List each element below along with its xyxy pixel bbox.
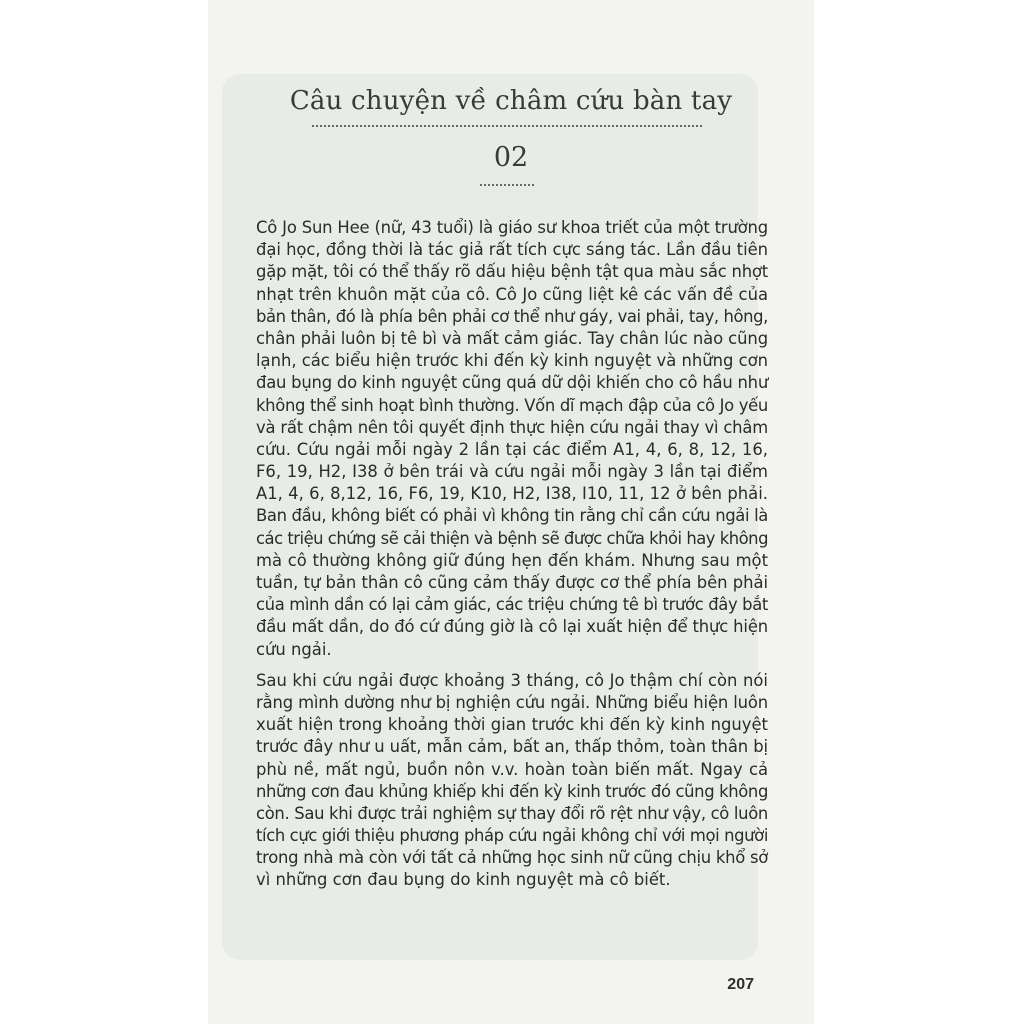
number-dotted-rule [480,184,534,186]
text-line: gặp mặt, tôi có thể thấy rõ dấu hiệu bệnh tật qua màu sắc nhợt [256,262,769,282]
text-line: đầu mất dần, do đó cứ đúng giờ là cô lại xuất hiện để thực hiện [256,617,768,637]
text-line: và rất chậm nên tôi quyết định thực hiện cứu ngải thay vì châm [256,417,768,437]
text-line: cứu ngải. [256,639,332,659]
text-line: cứu. Cứu ngải mỗi ngày 2 lần tại các điểm A1, 4, 6, 8, 12, 16, [256,439,768,459]
paragraph-gap [256,661,768,670]
text-line: bản thân, đó là phía bên phải cơ thể như gáy, vai phải, tay, hông, [256,306,768,326]
text-line: tuần, tự bản thân cô cũng cảm thấy được cơ thể phía bên phải [256,573,769,592]
chapter-title: Câu chuyện về châm cứu bàn tay [289,86,733,116]
text-line: Ban đầu, không biết có phải vì không tin rằng chỉ cần cứu ngải là [256,506,768,526]
text-line: Cô Jo Sun Hee (nữ, 43 tuổi) là giáo sư khoa triết của một trường [256,218,768,237]
text-line: nhạt trên khuôn mặt của cô. Cô Jo cũng liệt kê các vấn đề của [256,284,768,304]
story-number: 02 [493,142,529,173]
text-line: lạnh, các biểu hiện trước khi đến kỳ kinh nguyệt và những cơn [256,351,768,371]
text-line: trước đây như u uất, mẫn cảm, bất an, thấp thỏm, toàn thân bị [256,737,768,757]
text-line: những cơn đau khủng khiếp khi đến kỳ kinh trước đó cũng không [256,781,768,801]
text-line: mà cô thường không giữ đúng hẹn đến khám. Nhưng sau một [256,550,768,570]
text-line: trong nhà mà còn với tất cả những học sinh nữ cũng chịu khổ sở [256,848,768,868]
text-line: Sau khi cứu ngải được khoảng 3 tháng, cô Jo thậm chí còn nói [256,670,768,690]
text-line: A1, 4, 6, 8,12, 16, F6, 19, K10, H2, I38, I10, 11, 12 ở bên phải. [256,484,768,504]
title-dotted-rule [312,125,702,127]
paragraph [256,217,768,661]
text-line: vì những cơn đau bụng do kinh nguyệt mà cô biết. [256,870,671,890]
text-line: đau bụng do kinh nguyệt cũng quá dữ dội khiến cho cô hầu như [256,373,768,393]
text-line: không thể sinh hoạt bình thường. Vốn dĩ mạch đập của cô Jo yếu [256,395,768,415]
book-page [208,0,814,1024]
paragraph [256,670,768,892]
body-text [256,217,768,892]
text-line: của mình dần có lại cảm giác, các triệu chứng tê bì trước đây bắt [256,595,768,615]
text-line: các triệu chứng sẽ cải thiện và bệnh sẽ được chữa khỏi hay không [256,528,768,548]
text-line: còn. Sau khi được trải nghiệm sự thay đổi rõ rệt như vậy, cô luôn [256,803,768,823]
text-line: rằng mình dường như bị nghiện cứu ngải. Những biểu hiện luôn [256,692,769,712]
text-line: tích cực giới thiệu phương pháp cứu ngải không chỉ với mọi người [256,826,768,846]
page-number: 207 [727,976,754,993]
text-line: xuất hiện trong khoảng thời gian trước khi đến kỳ kinh nguyệt [256,715,768,735]
text-line: chân phải luôn bị tê bì và mất cảm giác. Tay chân lúc nào cũng [256,328,768,348]
text-line: đại học, đồng thời là tác giả rất tích cực sáng tác. Lần đầu tiên [256,240,768,260]
text-line: F6, 19, H2, I38 ở bên trái và cứu ngải mỗi ngày 3 lần tại điểm [256,462,768,482]
text-line: phù nề, mất ngủ, buồn nôn v.v. hoàn toàn biến mất. Ngay cả [256,759,768,779]
